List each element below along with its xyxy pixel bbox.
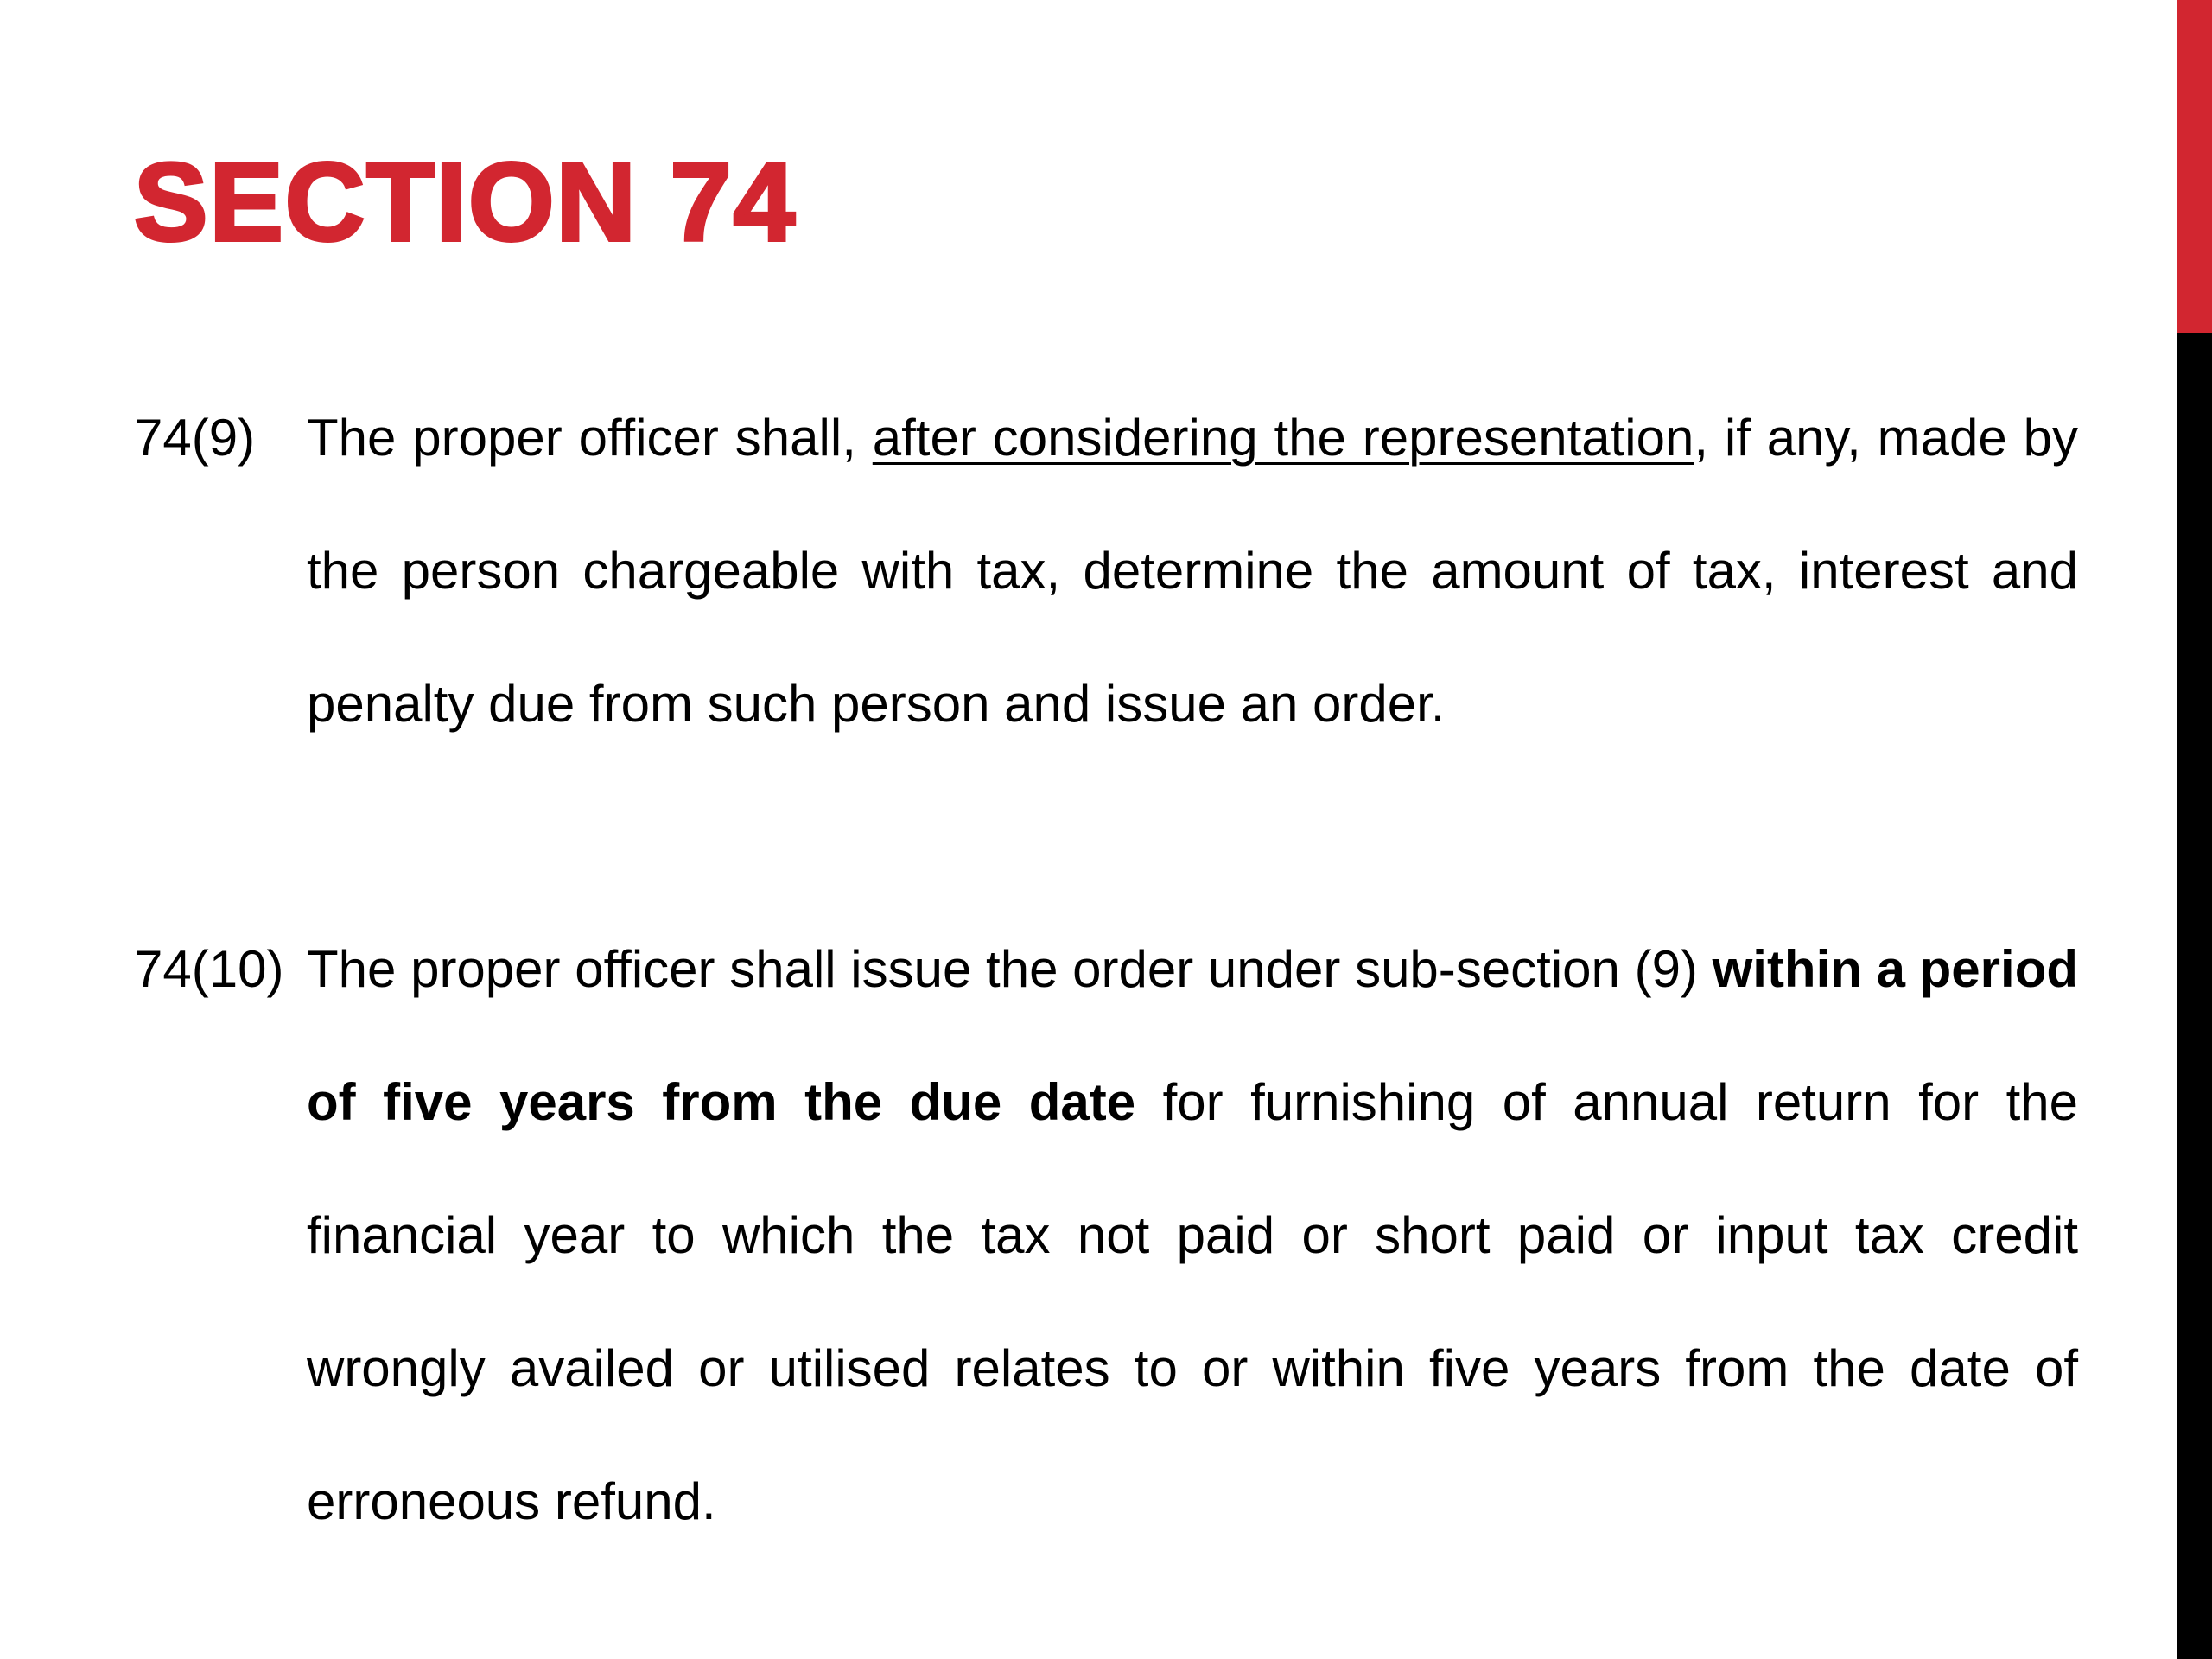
- clause-number: 74(10): [134, 940, 284, 998]
- clause-text-segment: The proper officer shall,: [307, 409, 873, 467]
- slide-title: SECTION 74: [134, 141, 797, 264]
- side-accent-bar-red: [2177, 0, 2212, 333]
- clause-text-segment: , if any, made by the person chargeable with tax, determine the amount of tax, interest and penalty due from such person and issue an order.: [307, 409, 2078, 733]
- side-accent-bar-black: [2177, 333, 2212, 1659]
- clause-74-9: [134, 372, 2078, 771]
- clause-text: [307, 903, 2078, 1568]
- clause-text-segment: The proper officer shall issue the order under sub-section (9): [307, 940, 1713, 998]
- bold-phrase: within a period of five years from the due date: [307, 940, 2078, 1131]
- clause-text-segment: for furnishing of annual return for the financial year to which the tax not paid or short paid or input tax credit wrongly availed or utilised relates to or within five years from the date of erroneous refund.: [307, 1073, 2079, 1530]
- clause-text: [307, 372, 2078, 771]
- clause-74-10: [134, 903, 2078, 1568]
- underlined-phrase: after considering the representation: [872, 409, 1694, 467]
- clause-number: 74(9): [134, 409, 256, 467]
